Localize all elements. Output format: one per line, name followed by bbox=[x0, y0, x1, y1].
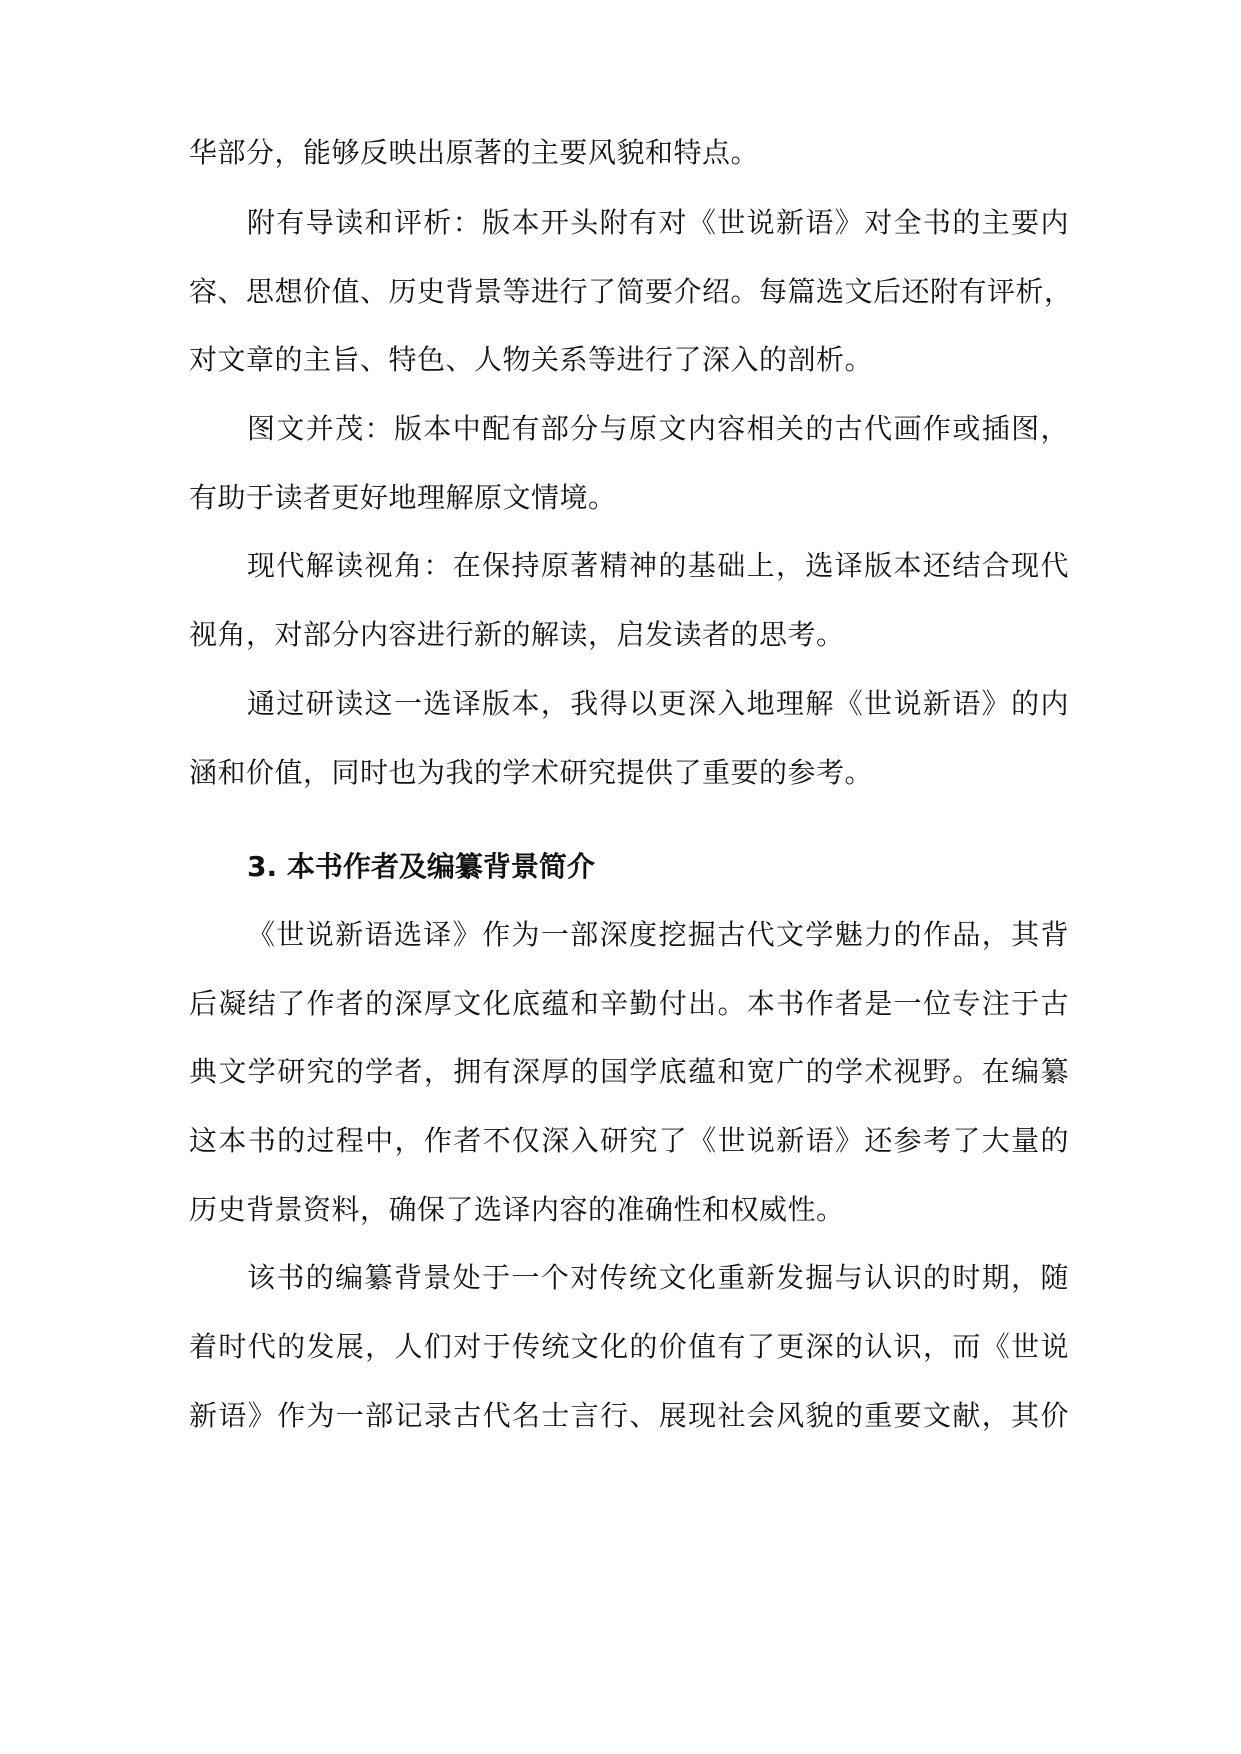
body-line: 华部分，能够反映出原著的主要风貌和特点。 bbox=[189, 136, 760, 169]
body-line: 涵和价值，同时也为我的学术研究提供了重要的参考。 bbox=[189, 756, 874, 789]
body-line: 现代解读视角：在保持原著精神的基础上，选译版本还结合现代 bbox=[247, 549, 1069, 582]
body-line: 附有导读和评析：版本开头附有对《世说新语》对全书的主要内 bbox=[247, 206, 1069, 239]
body-line: 《世说新语选译》作为一部深度挖掘古代文学魅力的作品，其背 bbox=[247, 918, 1069, 951]
body-line: 这本书的过程中，作者不仅深入研究了《世说新语》还参考了大量的 bbox=[189, 1124, 1069, 1157]
body-line: 有助于读者更好地理解原文情境。 bbox=[189, 481, 617, 514]
body-line: 典文学研究的学者，拥有深厚的国学底蕴和宽广的学术视野。在编纂 bbox=[189, 1055, 1069, 1088]
body-line: 图文并茂：版本中配有部分与原文内容相关的古代画作或插图， bbox=[247, 412, 1069, 445]
body-line: 新语》作为一部记录古代名士言行、展现社会风貌的重要文献，其价 bbox=[189, 1399, 1069, 1432]
body-line: 对文章的主旨、特色、人物关系等进行了深入的剖析。 bbox=[189, 343, 874, 376]
body-line: 该书的编纂背景处于一个对传统文化重新发掘与认识的时期，随 bbox=[247, 1261, 1069, 1294]
body-line: 视角，对部分内容进行新的解读，启发读者的思考。 bbox=[189, 618, 845, 651]
body-line: 着时代的发展，人们对于传统文化的价值有了更深的认识，而《世说 bbox=[189, 1330, 1069, 1363]
body-line: 容、思想价值、历史背景等进行了简要介绍。每篇选文后还附有评析， bbox=[189, 275, 1073, 308]
body-line: 历史背景资料，确保了选译内容的准确性和权威性。 bbox=[189, 1193, 845, 1226]
body-line: 通过研读这一选译版本，我得以更深入地理解《世说新语》的内 bbox=[247, 687, 1069, 720]
section-heading: 3. 本书作者及编纂背景简介 bbox=[247, 850, 595, 883]
body-line: 后凝结了作者的深厚文化底蕴和辛勤付出。本书作者是一位专注于古 bbox=[189, 987, 1069, 1020]
